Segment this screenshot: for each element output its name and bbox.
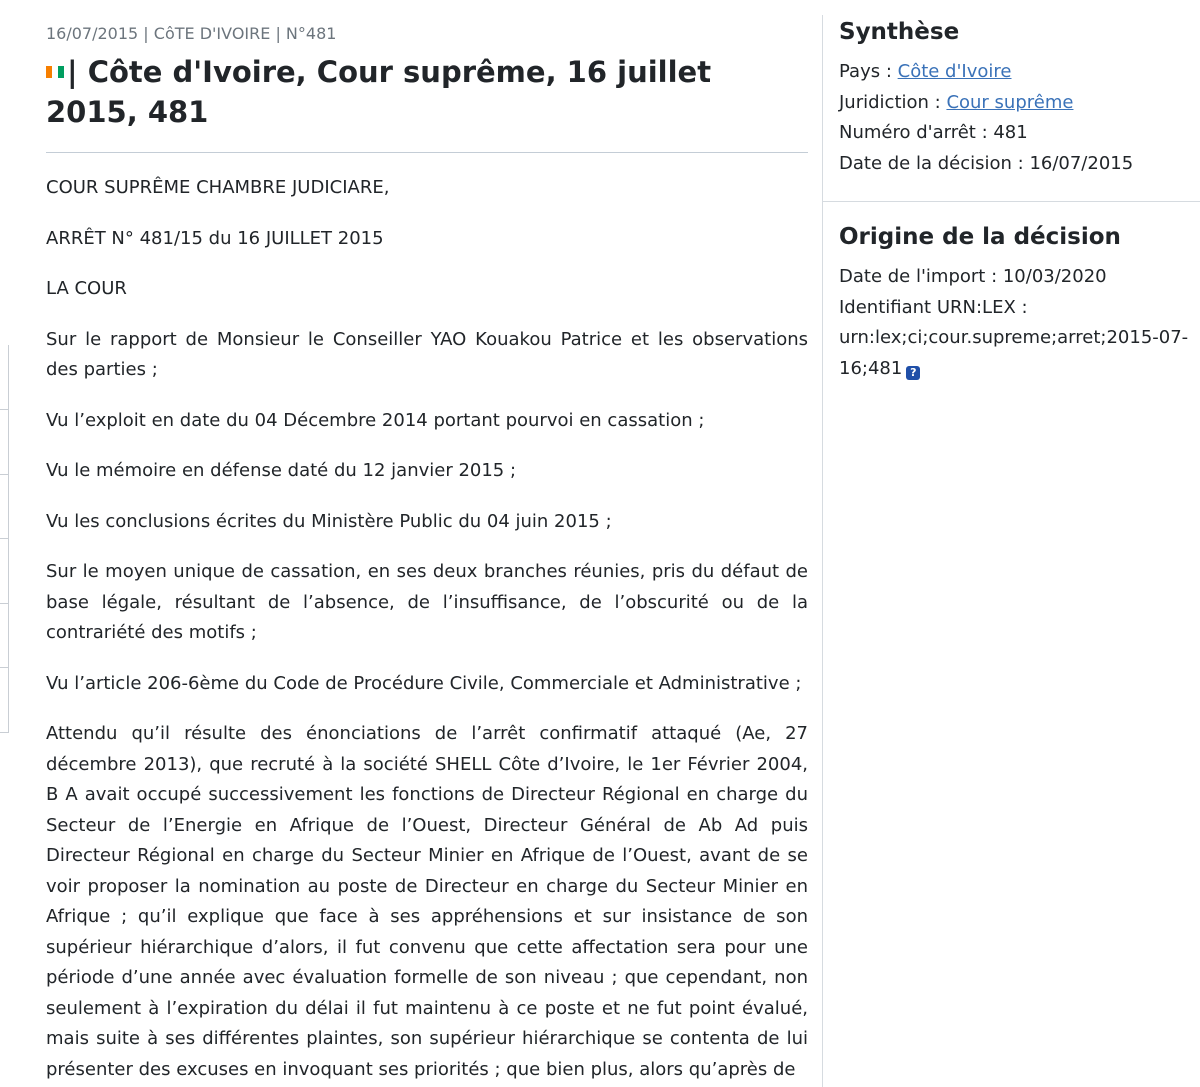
ivory-coast-flag-icon — [46, 66, 64, 78]
left-panel-edge — [0, 345, 9, 733]
origine-section — [823, 220, 1200, 384]
date-decision-row — [839, 149, 1200, 180]
date-decision-value: 16/07/2015 — [1029, 152, 1134, 174]
decision-text — [46, 173, 808, 1085]
sidebar — [822, 15, 1200, 1087]
pays-link[interactable]: Côte d'Ivoire — [897, 61, 1012, 82]
urn-row — [839, 323, 1200, 384]
title-divider — [46, 152, 808, 153]
left-panel-row-divider — [0, 732, 8, 733]
pays-label: Pays : — [839, 61, 898, 82]
synthese-section — [823, 15, 1200, 179]
decision-meta-line: 16/07/2015 | CôTE D'IVOIRE | N°481 — [46, 24, 337, 43]
paragraph: LA COUR — [46, 278, 127, 299]
juridiction-link[interactable]: Cour suprême — [946, 91, 1074, 113]
urn-label: Identifiant URN:LEX : — [839, 296, 1028, 318]
juridiction-label: Juridiction : — [839, 91, 947, 113]
date-import-label: Date de l'import : — [839, 266, 1003, 287]
left-panel-row-divider — [0, 667, 8, 668]
flag-stripe-green — [58, 66, 64, 78]
date-import-row — [839, 262, 1200, 293]
paragraph: Vu l’article 206-6ème du Code de Procédure Civile, Commerciale et Administrative ; — [46, 672, 802, 694]
numero-arret-row — [839, 118, 1200, 149]
juridiction-row — [839, 88, 1200, 119]
left-panel-row-divider — [0, 603, 8, 604]
numero-arret-value: 481 — [993, 122, 1028, 143]
pays-row — [839, 57, 1200, 88]
synthese-heading: Synthèse — [839, 19, 960, 45]
urn-value: urn:lex;ci;cour.supreme;arret;2015-07-16;481 — [839, 327, 1189, 379]
paragraph: Vu les conclusions écrites du Ministère Public du 04 juin 2015 ; — [46, 510, 612, 532]
page-title — [46, 52, 808, 132]
left-panel-row-divider — [0, 538, 8, 539]
paragraph: ARRÊT N° 481/15 du 16 JUILLET 2015 — [46, 227, 384, 249]
paragraph: Sur le moyen unique de cassation, en ses deux branches réunies, pris du défaut de base légale, résultant de l’absence, de l’insuffisance, de l’obscurité ou de la contrariété des motifs ; — [46, 561, 808, 643]
question-mark-icon[interactable]: ? — [906, 366, 920, 380]
date-decision-label: Date de la décision : — [839, 152, 1030, 174]
decision-main-content — [46, 22, 808, 1087]
sidebar-divider — [823, 201, 1200, 202]
paragraph: Sur le rapport de Monsieur le Conseiller YAO Kouakou Patrice et les observations des parties ; — [46, 328, 808, 380]
numero-arret-label: Numéro d'arrêt : — [839, 122, 994, 143]
date-import-value: 10/03/2020 — [1002, 266, 1107, 287]
left-panel-row-divider — [0, 409, 8, 410]
paragraph: Attendu qu’il résulte des énonciations de l’arrêt confirmatif attaqué (Ae, 27 décembre 2013), que recruté à la société SHELL Côte d’Ivoire, le 1er Février 2004, B A avait occupé successivement les fonctions de Directeur Régional en charge du Secteur de l’Energie en Afrique de l’Ouest, Directeur Général de Ab Ad puis Directeur Régional en charge du Secteur Minier en Afrique de l’Ouest, avant de se voir proposer la nomination au poste de Directeur en charge du Secteur Minier en Afrique ; qu’il explique que face à ses appréhensions et sur insistance de son supérieur hiérarchique d’alors, il fut convenu que cette affectation sera pour une période d’une année avec évaluation formelle de son niveau ; que cependant, non seulement à l’expiration du délai il fut maintenu à ce poste et ne fut point évalué, mais suite à ses différentes plaintes, son supérieur hiérarchique se contenta de lui présenter des excuses en invoquant ses priorités ; que bien plus, alors qu’après de — [46, 723, 808, 1080]
origine-heading: Origine de la décision — [839, 224, 1121, 250]
left-panel-row-divider — [0, 474, 8, 475]
page-title-text: | Côte d'Ivoire, Cour suprême, 16 juillet 2015, 481 — [46, 55, 712, 129]
paragraph: Vu le mémoire en défense daté du 12 janvier 2015 ; — [46, 460, 517, 481]
paragraph: Vu l’exploit en date du 04 Décembre 2014 portant pourvoi en cassation ; — [46, 409, 705, 431]
paragraph: COUR SUPRÊME CHAMBRE JUDICIARE, — [46, 177, 390, 198]
